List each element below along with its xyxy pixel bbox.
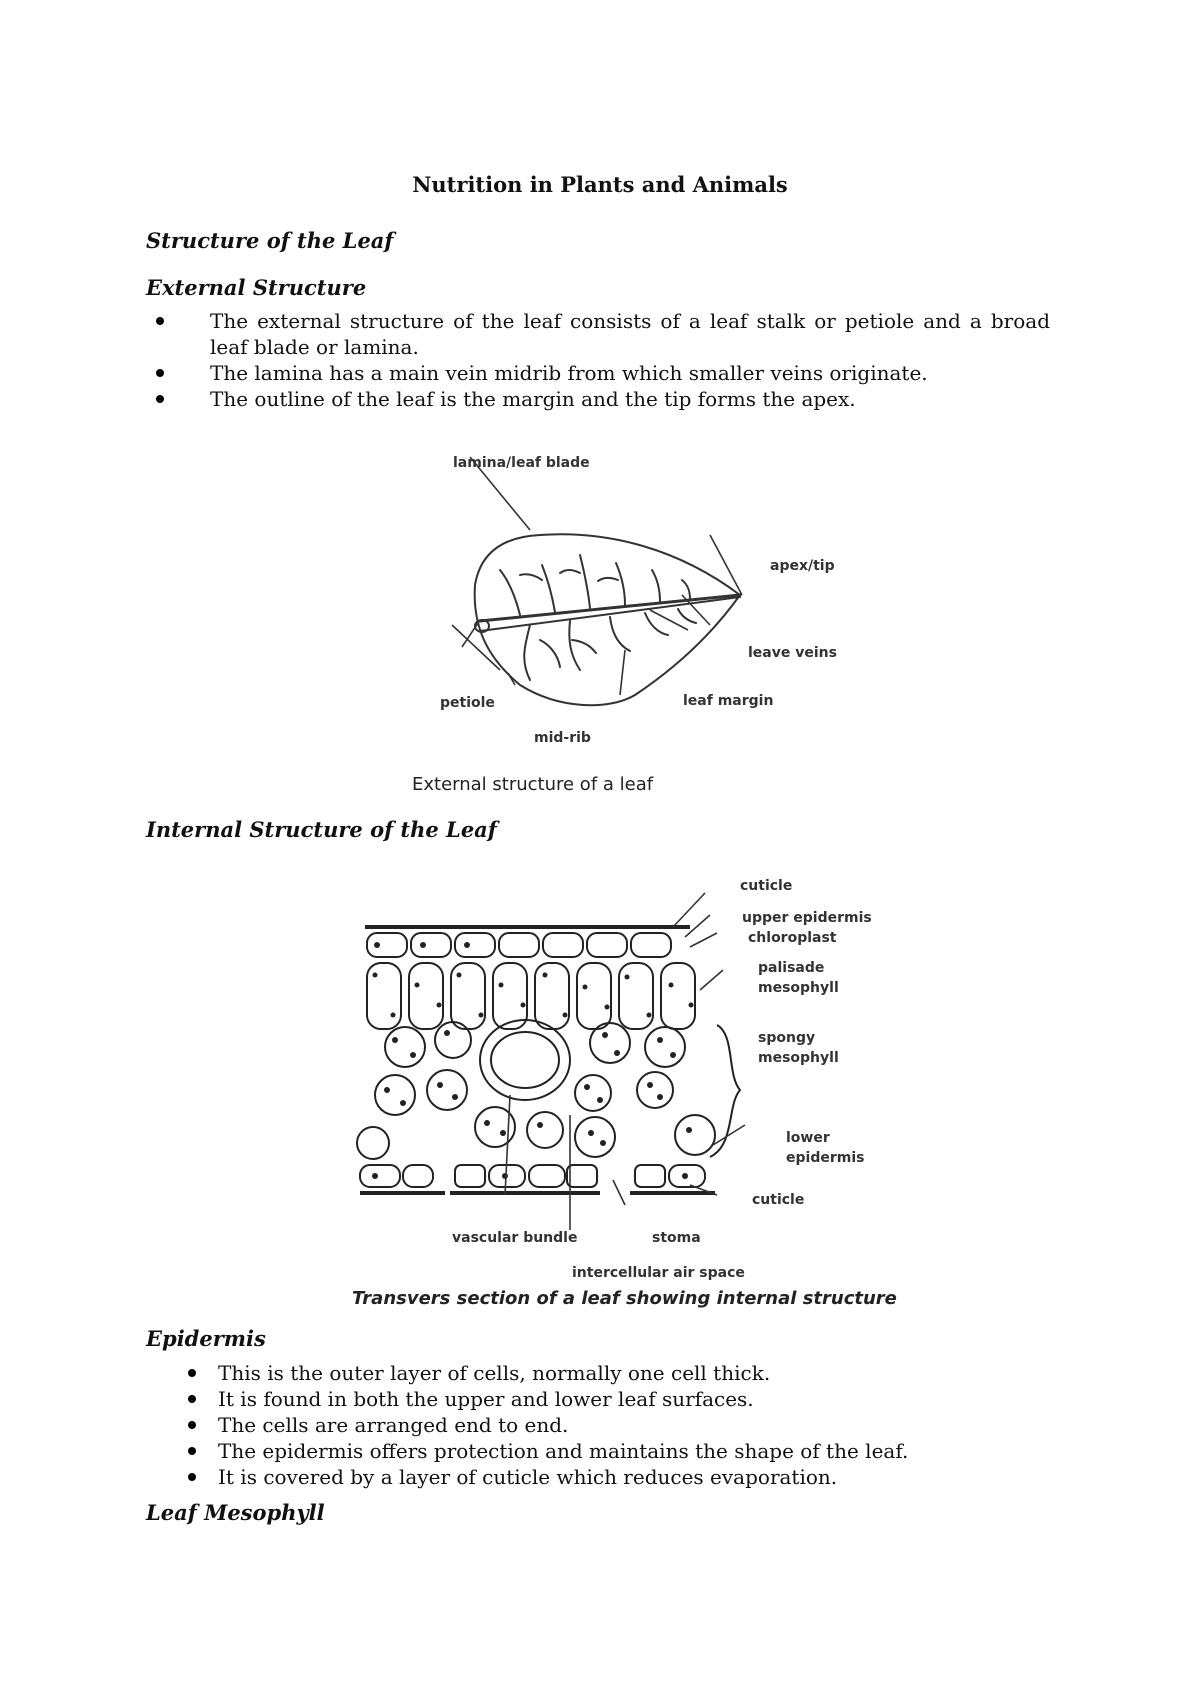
page-title: Nutrition in Plants and Animals [412,172,788,197]
heading-leaf-mesophyll: Leaf Mesophyll [146,1500,325,1525]
list-item: The epidermis offers protection and maintains the shape of the leaf. [218,1438,1058,1464]
list-item: It is covered by a layer of cuticle which reduces evaporation. [218,1464,1058,1490]
list-item: The cells are arranged end to end. [218,1412,1058,1438]
external-bullet-list [210,308,1050,412]
label-cuticle-top: cuticle [740,878,793,894]
label-midrib: mid-rib [534,730,591,746]
label-air-space: intercellular air space [572,1265,745,1281]
caption-internal: Transvers section of a leaf showing internal structure [352,1288,897,1309]
label-cuticle-bottom: cuticle [752,1192,805,1208]
label-chloroplast: chloroplast [748,930,837,946]
label-spongy-2: mesophyll [758,1050,839,1066]
label-lower-1: lower [786,1130,830,1146]
list-item: The lamina has a main vein midrib from which smaller veins originate. [210,360,1050,386]
list-item: The outline of the leaf is the margin and the tip forms the apex. [210,386,1050,412]
label-vascular-bundle: vascular bundle [452,1230,578,1246]
label-lamina: lamina/leaf blade [453,455,590,471]
label-upper-epidermis: upper epidermis [742,910,872,926]
label-petiole: petiole [440,695,495,711]
heading-external-structure: External Structure [146,275,367,300]
external-leaf-diagram [420,445,860,775]
section-heading-leaf-structure: Structure of the Leaf [146,228,394,253]
label-veins: leave veins [748,645,837,661]
label-lower-2: epidermis [786,1150,865,1166]
list-item: This is the outer layer of cells, normally one cell thick. [218,1360,1058,1386]
label-palisade-1: palisade [758,960,825,976]
epidermis-bullet-list [218,1360,1058,1490]
label-stoma: stoma [652,1230,701,1246]
label-palisade-2: mesophyll [758,980,839,996]
heading-epidermis: Epidermis [146,1326,266,1351]
list-item: It is found in both the upper and lower leaf surfaces. [218,1386,1058,1412]
label-apex: apex/tip [770,558,835,574]
label-spongy-1: spongy [758,1030,816,1046]
heading-internal-structure: Internal Structure of the Leaf [146,817,497,842]
label-margin: leaf margin [683,693,774,709]
caption-external: External structure of a leaf [412,774,654,795]
list-item: The external structure of the leaf consists of a leaf stalk or petiole and a broad leaf blade or lamina. [210,308,1050,360]
leaf-outline [475,534,740,705]
